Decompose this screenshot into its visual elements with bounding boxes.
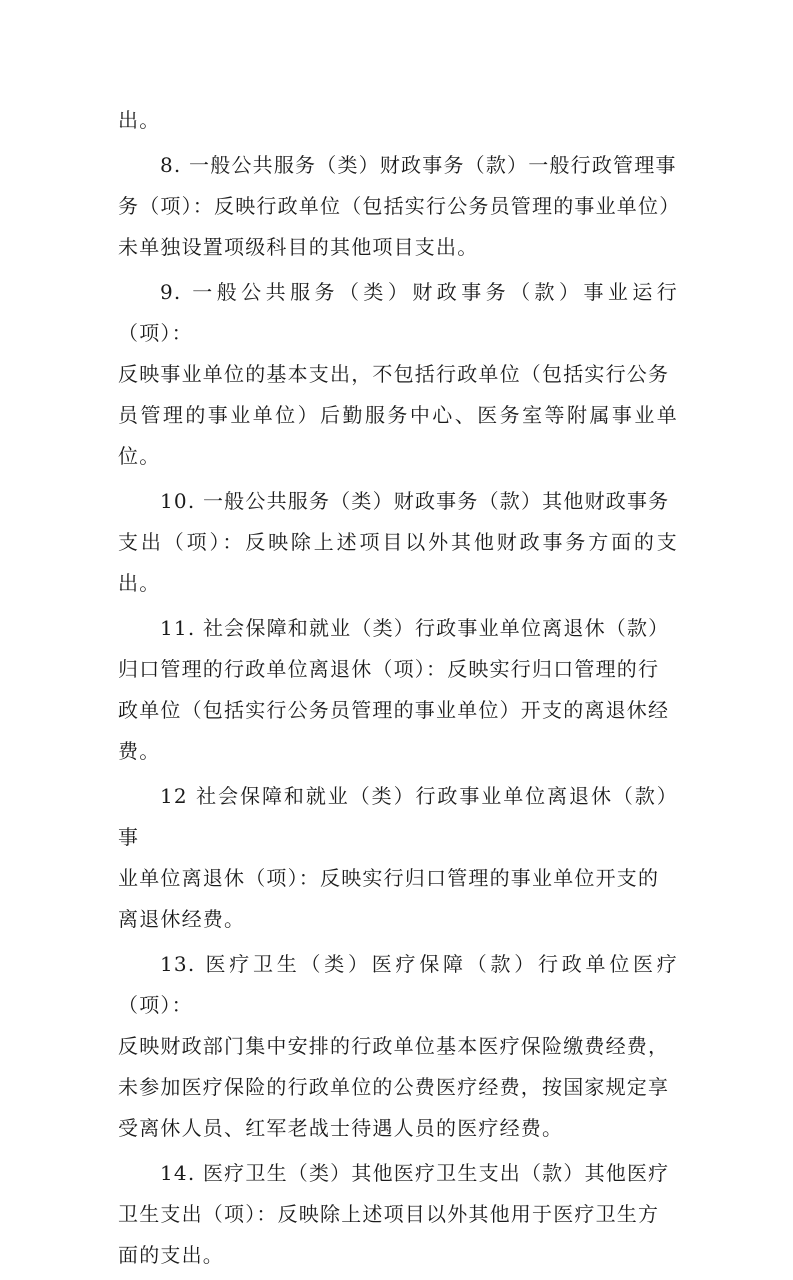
text-line: 卫生支出（项）：反映除上述项目以外其他用于医疗卫生方 <box>118 1202 660 1226</box>
paragraph <box>118 100 678 141</box>
paragraph-gap <box>118 1276 678 1280</box>
text-line: 离退休经费。 <box>118 907 246 931</box>
text-line: 支出（项）：反映除上述项目以外其他财政事务方面的支出。 <box>118 530 678 595</box>
text-line: 未参加医疗保险的行政单位的公费医疗经费，按国家规定享 <box>118 1075 670 1099</box>
text-line: 面的支出。 <box>118 1243 224 1267</box>
text-line: 反映财政部门集中安排的行政单位基本医疗保险缴费经费， <box>118 1034 670 1058</box>
text-line: 13. 医疗卫生（类）医疗保障（款）行政单位医疗（项）： <box>118 952 678 1017</box>
text-line: 员管理的事业单位）后勤服务中心、医务室等附属事业单位。 <box>118 403 678 468</box>
text-line: 12 社会保障和就业（类）行政事业单位离退休（款）事 <box>118 784 678 849</box>
paragraph <box>118 145 681 268</box>
text-line: 未单独设置项级科目的其他项目支出。 <box>118 235 479 259</box>
paragraph <box>118 608 678 772</box>
text-line: 受离休人员、红军老战士待遇人员的医疗经费。 <box>118 1116 564 1140</box>
text-line: 反映事业单位的基本支出，不包括行政单位（包括实行公务 <box>118 362 670 386</box>
paragraph <box>118 1153 678 1276</box>
paragraph <box>118 776 678 940</box>
text-line: 8. 一般公共服务（类）财政事务（款）一般行政管理事 <box>160 153 677 177</box>
paragraph <box>118 944 678 1149</box>
paragraph <box>118 481 678 604</box>
paragraph <box>118 272 678 477</box>
text-line: 务（项）：反映行政单位（包括实行公务员管理的事业单位） <box>118 194 681 218</box>
text-line: 11. 社会保障和就业（类）行政事业单位离退休（款） <box>160 616 670 640</box>
text-line: 9. 一般公共服务（类）财政事务（款）事业运行（项）： <box>118 280 678 345</box>
text-line: 业单位离退休（项）：反映实行归口管理的事业单位开支的 <box>118 866 660 890</box>
text-line: 出。 <box>118 108 161 132</box>
text-line: 14. 医疗卫生（类）其他医疗卫生支出（款）其他医疗 <box>160 1161 670 1185</box>
document-body <box>118 100 681 1280</box>
text-line: 政单位（包括实行公务员管理的事业单位）开支的离退休经 <box>118 698 670 722</box>
text-line: 费。 <box>118 739 161 763</box>
text-line: 归口管理的行政单位离退休（项）：反映实行归口管理的行 <box>118 657 660 681</box>
text-line: 10. 一般公共服务（类）财政事务（款）其他财政事务 <box>160 489 670 513</box>
